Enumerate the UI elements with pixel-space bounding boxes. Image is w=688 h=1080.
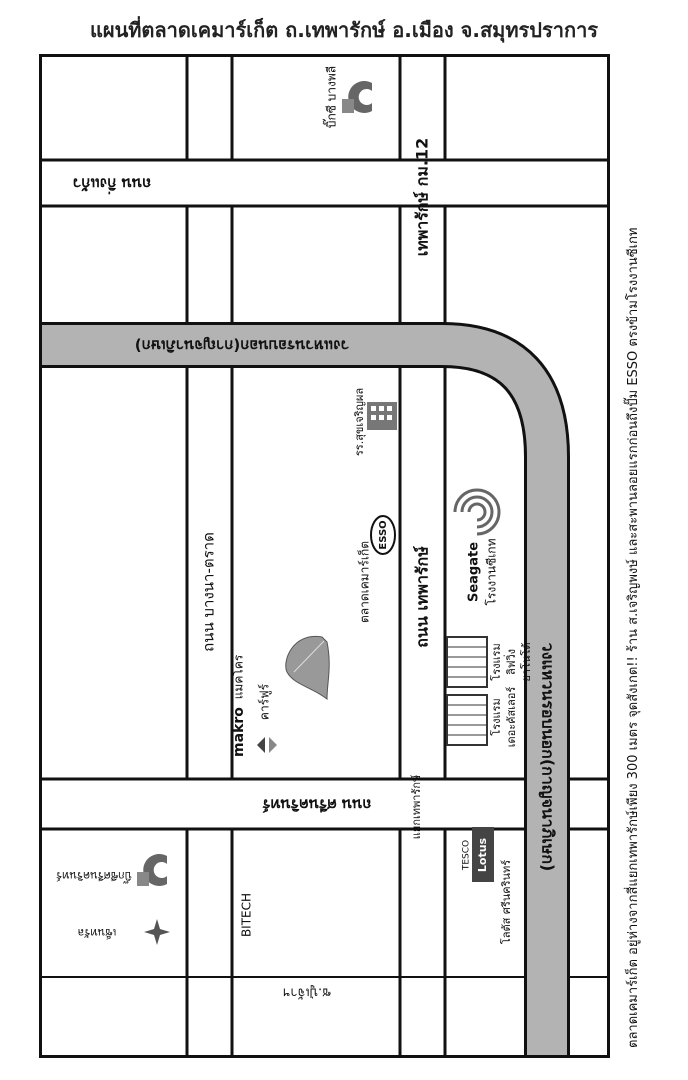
big-c-srinakarin-label: บิ๊กซีศรีนครินทร์ bbox=[56, 869, 132, 882]
hotel-1-label: โรงแรม bbox=[490, 698, 503, 736]
tesco-label: TESCO bbox=[461, 839, 472, 871]
esso-label: ESSO bbox=[378, 520, 389, 550]
central-label: เซ็นทรัล bbox=[77, 926, 117, 939]
thepharak-road-label: ถนน เทพารักษ์ bbox=[412, 546, 432, 648]
seagate-th-label: โรงงานซีเกท bbox=[484, 538, 499, 606]
bangna-trad-label: ถนน บางนา-ตราด bbox=[199, 532, 218, 652]
ring-road-upper-label: วงแหวนรอบนอก(กาญจนาภิเษก) bbox=[134, 336, 350, 355]
srinakarin-label: ถนน ศรีนครินทร์ bbox=[262, 795, 372, 814]
hotel-2-label: โรงแรม bbox=[490, 643, 503, 681]
hotel-building-icon bbox=[447, 637, 487, 745]
hotel-1-name-label: เดอะคัสเลอร์ bbox=[505, 686, 518, 748]
lotus-label: โลตัส ศรีนครินทร์ bbox=[500, 859, 513, 945]
big-c-logo-icon bbox=[137, 854, 167, 886]
bodhi-leaf-icon bbox=[286, 636, 329, 699]
big-c-logo-icon bbox=[342, 77, 382, 117]
carrefour-logo-icon bbox=[257, 737, 277, 753]
big-c-bangphli-label: บิ๊กซี บางพลี bbox=[324, 65, 339, 129]
esso-logo-icon bbox=[371, 516, 395, 554]
school-building-icon bbox=[367, 402, 397, 430]
makro-label: makro bbox=[231, 707, 247, 757]
thepharak-km12-label: เทพารักษ์ กม.12 bbox=[412, 137, 432, 257]
map-canvas bbox=[42, 57, 607, 1055]
map-title: แผนที่ตลาดเคมาร์เก็ต ถ.เทพารักษ์ อ.เมือง จ.สมุทรปราการ bbox=[89, 18, 599, 42]
kmarket-label: ตลาดเคมาร์เก็ต bbox=[357, 540, 372, 624]
soi-pukdee-label: ซ.ปู่เจ้าฯ bbox=[283, 984, 331, 1000]
makro-th-label: แมคโคร bbox=[231, 654, 246, 700]
bitech-label: BITECH bbox=[239, 892, 254, 938]
seagate-logo-icon bbox=[452, 490, 499, 538]
ring-road-label: วงแหวนรอบนอก(กาญจนาภิเษก) bbox=[538, 642, 558, 872]
thepharak-junction-label: แยกเทพารักษ์ bbox=[410, 774, 423, 840]
king-kaew-label: ถนน กิ่งแก้ว bbox=[72, 174, 152, 193]
central-logo-icon bbox=[142, 917, 172, 947]
carrefour-label: คาร์ฟูร์ bbox=[257, 683, 272, 721]
hotel-2-name-label: ลิฟวิ่ง bbox=[505, 648, 518, 676]
lotus-logo-icon bbox=[462, 827, 495, 882]
hotel-3-label: ยาโนโต้ bbox=[520, 642, 533, 682]
map-frame bbox=[39, 54, 610, 1058]
lotus-logo-label: Lotus bbox=[476, 837, 489, 873]
seagate-label: Seagate bbox=[466, 541, 482, 603]
side-note: ตลาดเคมาร์เก็ต อยู่ห่างจากสี่แยกเทพารักษ์เพียง 300 เมตร จุดสังเกต!! ร้าน ส.เจริญพงษ์ และสะพานลอยแรกก่อนถึงปั๊ม ESSO ตรงข้ามโรงงานซีเกท bbox=[626, 227, 641, 1048]
school-label: รร.สุขเจริญผล bbox=[353, 387, 366, 457]
